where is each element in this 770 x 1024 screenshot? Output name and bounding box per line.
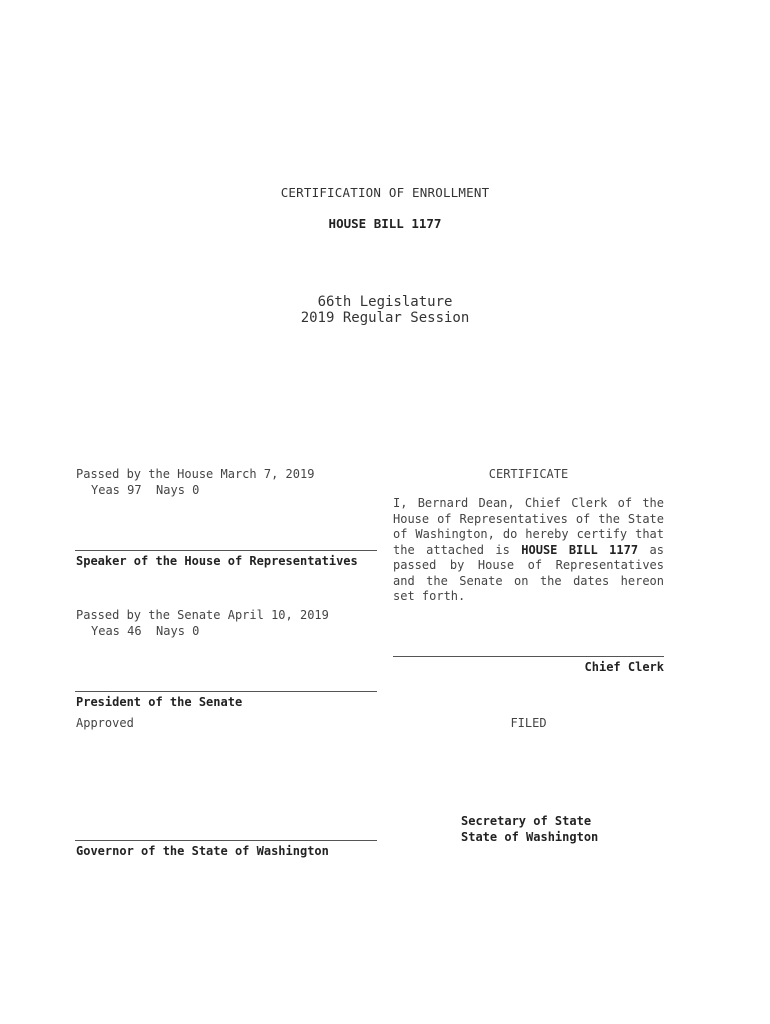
- house-passed-text: Passed by the House March 7, 2019: [76, 467, 315, 481]
- session-label: 2019 Regular Session: [300, 310, 470, 326]
- certification-title: CERTIFICATION OF ENROLLMENT: [280, 185, 490, 200]
- certificate-text-after: as passed by House of Representatives and the Senate on the dates hereon set forth.: [393, 542, 664, 603]
- governor-signature-line: [75, 840, 377, 841]
- chief-clerk-label: Chief Clerk: [584, 660, 664, 674]
- house-votes-text: Yeas 97 Nays 0: [91, 483, 200, 497]
- legislature-label: 66th Legislature: [317, 294, 453, 310]
- filed-label: FILED: [510, 716, 547, 730]
- certificate-bill-reference: HOUSE BILL 1177: [521, 542, 639, 557]
- senate-votes-text: Yeas 46 Nays 0: [91, 624, 200, 638]
- senate-passed-text: Passed by the Senate April 10, 2019: [76, 608, 329, 622]
- bill-title: HOUSE BILL 1177: [328, 216, 442, 231]
- speaker-label: Speaker of the House of Representatives: [76, 554, 358, 568]
- certificate-text: [393, 496, 664, 605]
- speaker-signature-line: [75, 550, 377, 551]
- president-label: President of the Senate: [76, 695, 243, 709]
- chief-clerk-signature-line: [393, 656, 664, 657]
- certificate-text-before: I, Bernard Dean, Chief Clerk of the House of Representatives of the State of Washington, do hereby certify that the attached is: [393, 496, 664, 557]
- president-signature-line: [75, 691, 377, 692]
- governor-label: Governor of the State of Washington: [76, 844, 329, 858]
- state-of-washington-label: State of Washington: [461, 830, 599, 844]
- certificate-heading: CERTIFICATE: [488, 467, 569, 481]
- secretary-of-state-label: Secretary of State: [461, 814, 592, 828]
- approved-label: Approved: [76, 716, 134, 730]
